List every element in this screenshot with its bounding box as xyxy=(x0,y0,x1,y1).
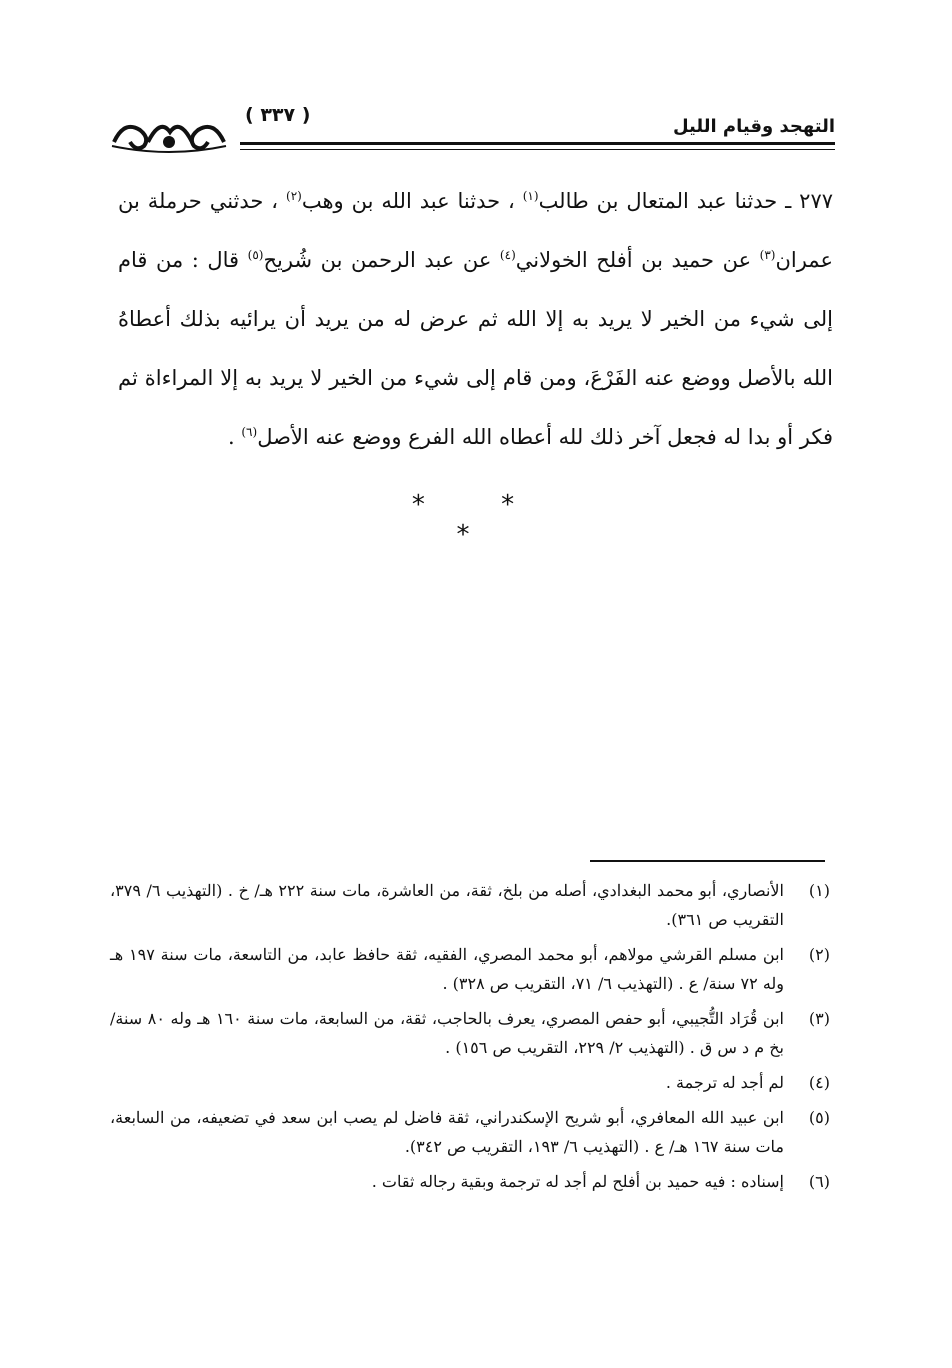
text-run: قال : من قام إلى شيء من الخير لا يريد به إلا الله ثم عرض له من يريد أن يرائيه بذلك أعطاهُ الله بالأصل ووضع عنه الفَرْعَ، ومن قام إلى شيء من الخير لا يريد به إلا المراءاة ثم فكر أو بدا له فجعل آخر ذلك لله أعطاه الله الفرع ووضع عنه الأصل xyxy=(118,248,833,449)
text-run: ، حدثنا عبد الله بن وهب xyxy=(301,189,523,213)
footnote xyxy=(110,876,830,934)
footnote-number: (٦) xyxy=(808,1172,830,1191)
footnote-text: ابن عبيد الله المعافري، أبو شريح الإسكندراني، ثقة فاضل لم يصب ابن سعد في تضعيفه، من السابعة، مات سنة ١٦٧ هـ/ ع . (التهذيب ٦/ ١٩٣، التقريب ص ٣٤٢). xyxy=(110,1108,784,1156)
footnote-ref: (١) xyxy=(522,189,539,203)
hadith-paragraph xyxy=(118,172,833,467)
header-rule xyxy=(240,142,835,145)
footnote xyxy=(110,1167,830,1196)
footnote-number: (٤) xyxy=(808,1073,830,1092)
hadith-text xyxy=(118,172,833,467)
footnote-rule xyxy=(590,860,825,862)
footnote-number: (٥) xyxy=(808,1108,830,1127)
footnote xyxy=(110,1004,830,1062)
footnote-text: إسناده : فيه حميد بن أفلح لم أجد له ترجمة وبقية رجاله ثقات . xyxy=(371,1172,784,1191)
footnote-number: (٣) xyxy=(808,1009,830,1028)
section-separator: * * * xyxy=(411,490,549,550)
footnote-ref: (٤) xyxy=(499,248,516,262)
footnote-number: (١) xyxy=(808,881,830,900)
page-number: ( ٣٣٧ ) xyxy=(245,104,311,126)
footnote-ref: (٢) xyxy=(286,189,302,203)
footnote-number: (٢) xyxy=(808,945,830,964)
footnote-ref: (٥) xyxy=(247,248,264,262)
footnotes xyxy=(110,876,830,1202)
text-run: عن عبد الرحمن بن شُريح xyxy=(263,248,500,272)
page-header xyxy=(110,104,835,156)
text-run: . xyxy=(228,425,242,449)
text-run: عن حميد بن أفلح الخولاني xyxy=(515,248,760,272)
footnote xyxy=(110,1068,830,1097)
text-run: ٢٧٧ ـ حدثنا عبد المتعال بن طالب xyxy=(538,189,834,213)
footnote xyxy=(110,1103,830,1161)
footnote-text: ابن مسلم القرشي مولاهم، أبو محمد المصري، الفقيه، ثقة حافظ عابد، من التاسعة، مات سنة ١٩٧ هـ وله ٧٢ سنة/ ع . (التهذيب ٦/ ٧١، التقريب ص ٣٢٨) . xyxy=(110,945,784,993)
footnote-ref: (٦) xyxy=(241,425,258,439)
header-rule-thin xyxy=(240,149,835,150)
footnote-text: ابن قُرَاد التُّجيبي، أبو حفص المصري، يعرف بالحاجب، ثقة، من السابعة، مات سنة ١٦٠ هـ وله ٨٠ سنة/ بخ م د س ق . (التهذيب ٢/ ٢٢٩، التقريب ص ١٥٦) . xyxy=(110,1009,784,1057)
footnote-ref: (٣) xyxy=(759,248,776,262)
running-title: التهجد وقيام الليل xyxy=(672,116,835,137)
ornament-icon xyxy=(110,112,228,154)
footnote xyxy=(110,940,830,998)
footnote-text: الأنصاري، أبو محمد البغدادي، أصله من بلخ، ثقة، من العاشرة، مات سنة ٢٢٢ هـ/ خ . (التهذيب ٦/ ٣٧٩، التقريب ص ٣٦١). xyxy=(110,881,785,929)
footnote-text: لم أجد له ترجمة . xyxy=(665,1073,784,1092)
text-run: ، حدثني حرملة بن عمران xyxy=(118,189,833,272)
